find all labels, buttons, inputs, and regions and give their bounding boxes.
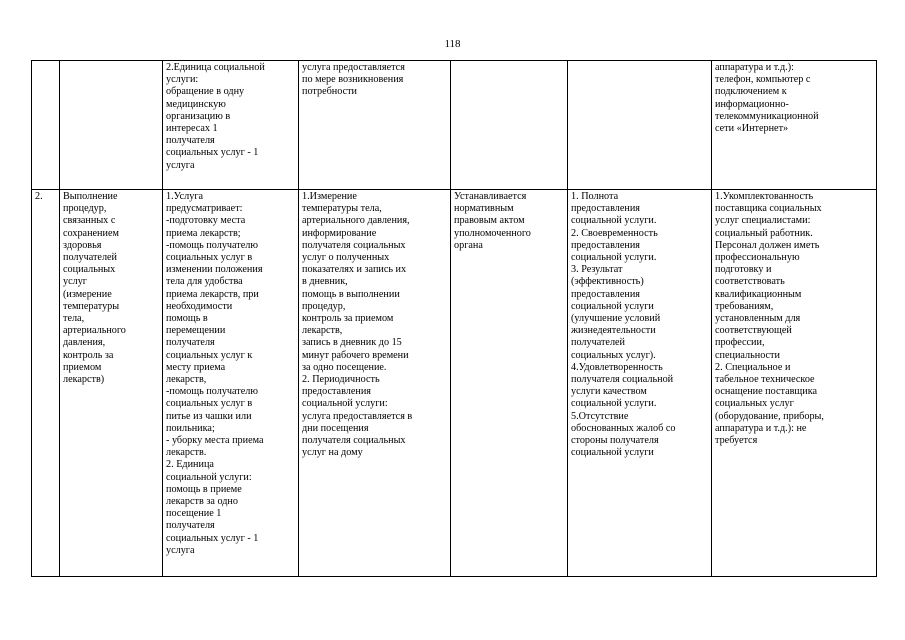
cell-service-conditions: аппаратура и т.д.): телефон, компьютер с подключением к информационно- телекоммуникационной сети «Интернет» (712, 61, 877, 190)
cell-number: 2. (32, 190, 60, 577)
cell-service-conditions: 1.Укомплектованность поставщика социальных услуг специалистами: социальный работник. Персонал должен иметь профессиональную подготовку и соответствовать квалификационным требованиям, установленным для соответствующей профессии, специальности 2. Специальное и табельное техническое оснащение поставщика социальных услуг (оборудование, приборы, аппаратура и т.д.): не требуется (712, 190, 877, 577)
cell-service-description: 2.Единица социальной услуги: обращение в одну медицинскую организацию в интересах 1 получателя социальных услуг - 1 услуга (163, 61, 299, 190)
cell-service-description: 1.Услуга предусматривает: -подготовку места приема лекарств; -помощь получателю социальных услуг в изменении положения тела для удобства приема лекарств, при необходимости помощь в перемещении получателя социальных услуг к месту приема лекарств, -помощь получателю социальных услуг в питье из чашки или поильника; - уборку места приема лекарств. 2. Единица социальной услуги: помощь в приеме лекарств за одно посещение 1 получателя социальных услуг - 1 услуга (163, 190, 299, 577)
cell-service-norm: Устанавливается нормативным правовым актом уполномоченного органа (451, 190, 568, 577)
services-table (31, 60, 877, 577)
table-row (32, 190, 877, 577)
cell-service-name: Выполнение процедур, связанных с сохранением здоровья получателей социальных услуг (измерение температуры тела, артериального давления, контроль за приемом лекарств) (60, 190, 163, 577)
cell-service-name (60, 61, 163, 190)
page-number: 118 (444, 38, 461, 50)
table-row (32, 61, 877, 190)
cell-quality-indicators (568, 61, 712, 190)
cell-service-timing: 1.Измерение температуры тела, артериального давления, информирование получателя социальных услуг о полученных показателях и запись их в дневник, помощь в выполнении процедур, контроль за приемом лекарств, запись в дневник до 15 минут рабочего времени за одно посещение. 2. Периодичность предоставления социальной услуги: услуга предоставляется в дни посещения получателя социальных услуг на дому (299, 190, 451, 577)
cell-quality-indicators: 1. Полнота предоставления социальной услуги. 2. Своевременность предоставления социальной услуги. 3. Результат (эффективность) предоставления социальной услуги (улучшение условий жизнедеятельности получателей социальных услуг). 4.Удовлетворенность получателя социальной услуги качеством социальной услуги. 5.Отсутствие обоснованных жалоб со стороны получателя социальной услуги (568, 190, 712, 577)
cell-service-norm (451, 61, 568, 190)
cell-service-timing: услуга предоставляется по мере возникновения потребности (299, 61, 451, 190)
cell-number (32, 61, 60, 190)
